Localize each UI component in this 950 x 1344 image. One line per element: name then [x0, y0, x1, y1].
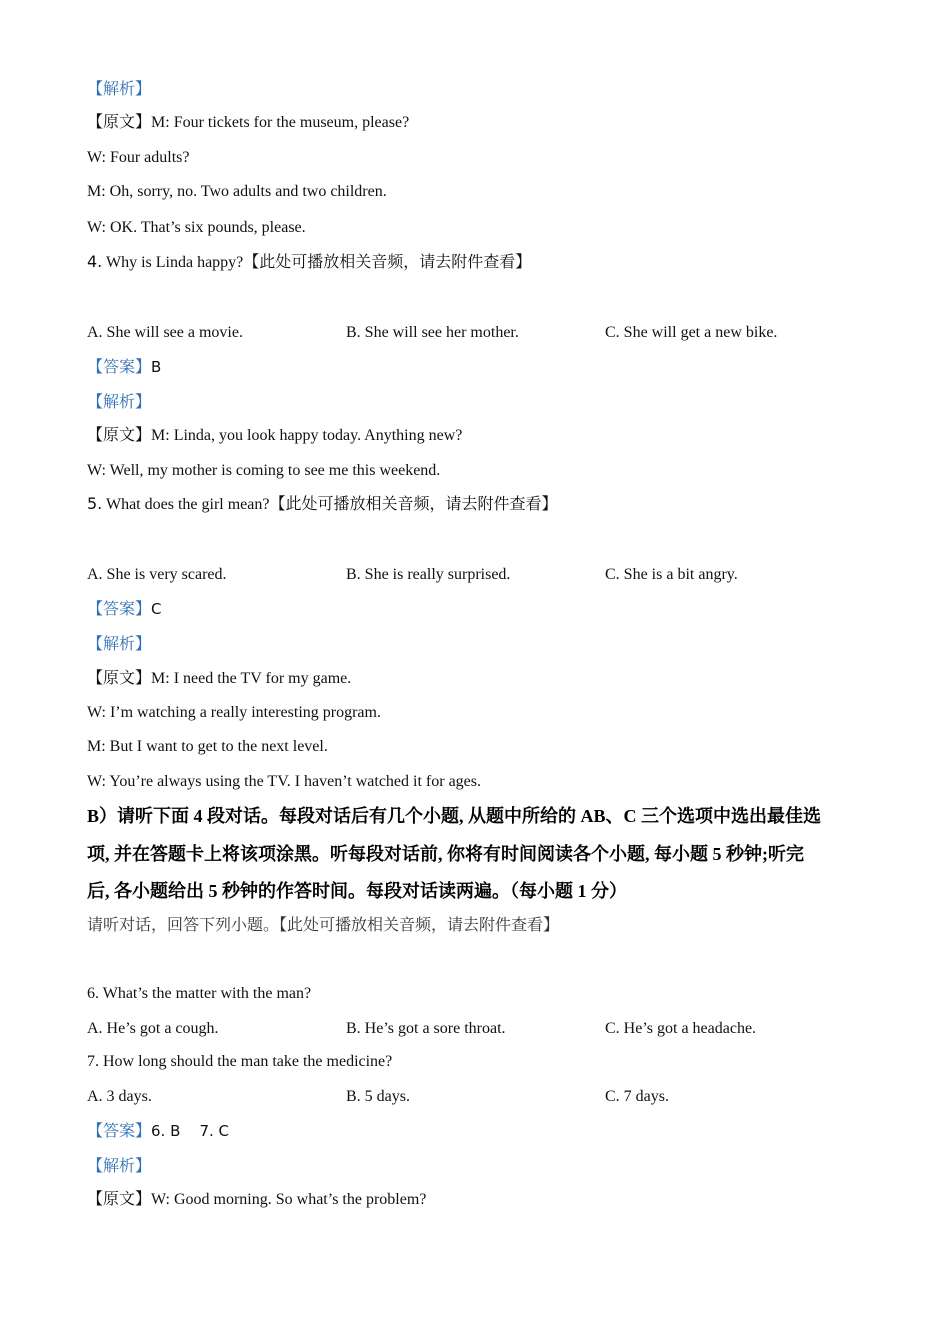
option-b: B. She is really surprised. [346, 566, 511, 583]
question-text: Why is Linda happy? [102, 254, 244, 271]
question-6: 6. What’s the matter with the man? [87, 985, 312, 1002]
option-b: B. She will see her mother. [346, 324, 519, 341]
question-number: 5. [87, 494, 103, 513]
transcript-prefix: 【原文】 [87, 1191, 152, 1208]
answer-line [87, 356, 161, 379]
section-heading-line: 项, 并在答题卡上将该项涂黑。听每段对话前, 你将有时间阅读各个小题, 每小题 5 秒钟;听完 [87, 844, 804, 864]
transcript-prefix: 【原文】 [87, 427, 152, 444]
option-c: C. She is a bit angry. [605, 566, 738, 583]
transcript-text: W: Good morning. So what’s the problem? [151, 1191, 427, 1208]
option-c: C. 7 days. [605, 1088, 669, 1105]
analysis-label: 【解析】 [87, 81, 152, 98]
analysis-label: 【解析】 [87, 1158, 152, 1175]
transcript-line: W: OK. That’s six pounds, please. [87, 219, 306, 236]
transcript-line [87, 1189, 426, 1211]
option-a: A. She is very scared. [87, 566, 227, 583]
section-heading-line: B）请听下面 4 段对话。每段对话后有几个小题, 从题中所给的 AB、C 三个选项中选出最佳选 [87, 806, 822, 826]
answer-value: 6. B 7. C [151, 1122, 230, 1140]
question-5 [87, 493, 557, 516]
question-7: 7. How long should the man take the medicine? [87, 1053, 393, 1070]
answer-label: 【答案】 [87, 1123, 152, 1140]
answer-label: 【答案】 [87, 359, 152, 376]
option-b: B. 5 days. [346, 1088, 410, 1105]
transcript-text: M: Four tickets for the museum, please? [151, 114, 410, 131]
option-c: C. She will get a new bike. [605, 324, 778, 341]
answer-value: B [151, 358, 162, 376]
section-heading-line: 后, 各小题给出 5 秒钟的作答时间。每段对话读两遍。（每小题 1 分） [87, 881, 627, 901]
analysis-label: 【解析】 [87, 394, 152, 411]
answer-label: 【答案】 [87, 601, 152, 618]
section-instruction: 请听对话，回答下列小题。【此处可播放相关音频，请去附件查看】 [87, 917, 560, 934]
transcript-line [87, 425, 462, 447]
option-a: A. 3 days. [87, 1088, 152, 1105]
transcript-line: W: Four adults? [87, 149, 190, 166]
transcript-prefix: 【原文】 [87, 670, 152, 687]
option-c: C. He’s got a headache. [605, 1020, 757, 1037]
transcript-line [87, 668, 351, 690]
answer-line [87, 1120, 229, 1143]
transcript-line: M: But I want to get to the next level. [87, 738, 328, 755]
question-text: What does the girl mean? [102, 496, 270, 513]
question-number: 4. [87, 252, 103, 271]
transcript-line: W: Well, my mother is coming to see me this weekend. [87, 462, 441, 479]
question-4 [87, 251, 531, 274]
option-b: B. He’s got a sore throat. [346, 1020, 506, 1037]
transcript-line: W: I’m watching a really interesting program. [87, 704, 381, 721]
transcript-line [87, 112, 409, 134]
transcript-prefix: 【原文】 [87, 114, 152, 131]
transcript-line: M: Oh, sorry, no. Two adults and two children. [87, 183, 387, 200]
transcript-text: M: I need the TV for my game. [151, 670, 352, 687]
audio-link[interactable]: 【此处可播放相关音频，请去附件查看】 [269, 496, 558, 513]
analysis-label: 【解析】 [87, 636, 152, 653]
audio-link[interactable]: 【此处可播放相关音频，请去附件查看】 [243, 254, 532, 271]
answer-line [87, 598, 162, 621]
transcript-line: W: You’re always using the TV. I haven’t watched it for ages. [87, 773, 481, 790]
option-a: A. He’s got a cough. [87, 1020, 219, 1037]
option-a: A. She will see a movie. [87, 324, 243, 341]
transcript-text: M: Linda, you look happy today. Anything new? [151, 427, 463, 444]
answer-value: C [151, 600, 162, 618]
